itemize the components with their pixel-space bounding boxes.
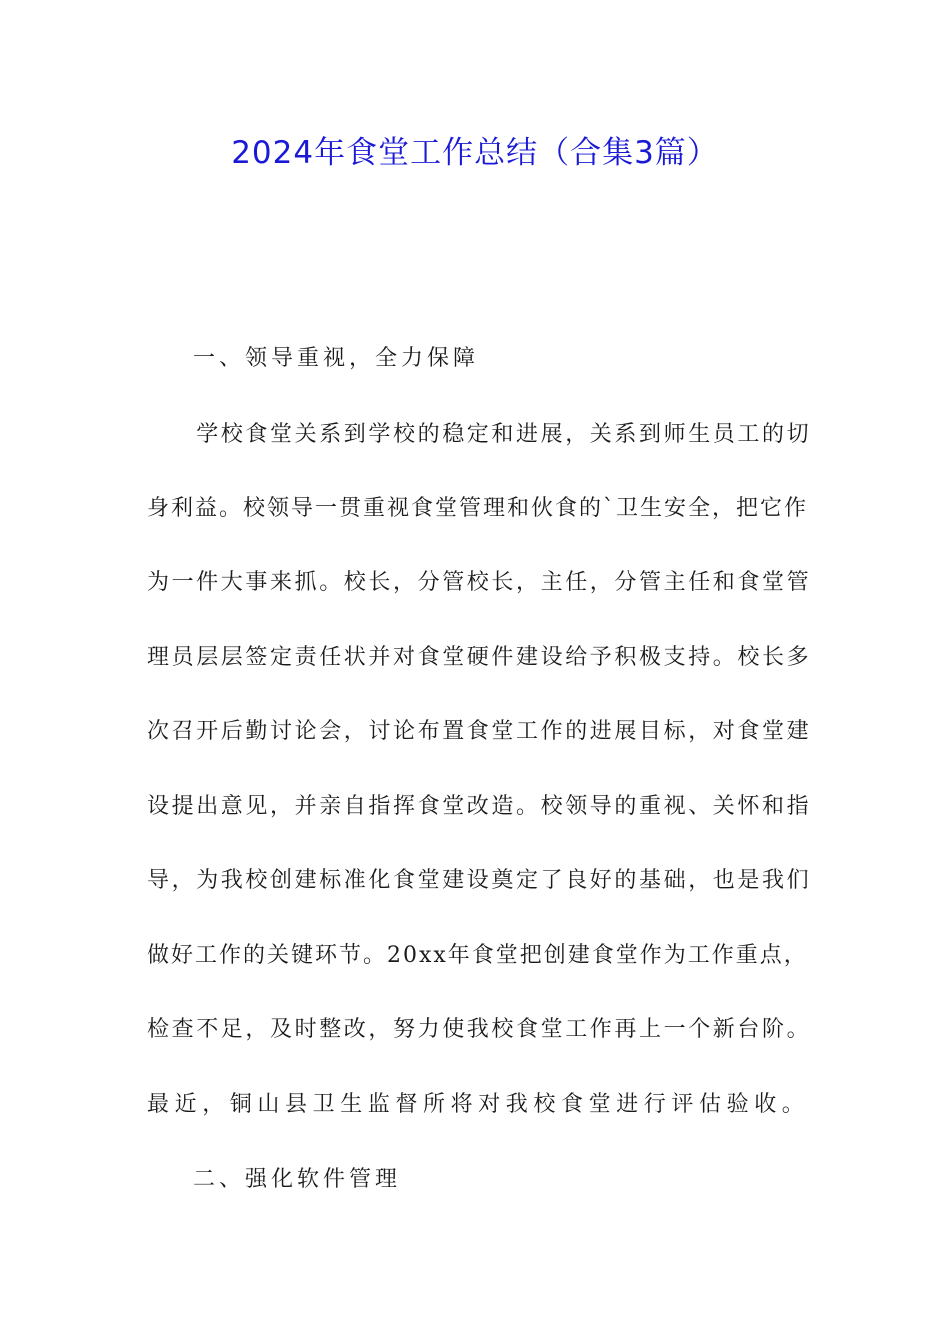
- paragraph-line-8: 做好工作的关键环节。20xx年食堂把创建食堂作为工作重点，: [147, 943, 808, 968]
- paragraph-line-1: 学校食堂关系到学校的稳定和进展，关系到师生员工的切: [147, 422, 812, 447]
- paragraph-line-7: 导，为我校创建标准化食堂建设奠定了良好的基础，也是我们: [147, 868, 812, 893]
- paragraph-line-6: 设提出意见，并亲自指挥食堂改造。校领导的重视、关怀和指: [147, 794, 812, 819]
- paragraph-line-2: 身利益。校领导一贯重视食堂管理和伙食的`卫生安全，把它作: [147, 496, 809, 521]
- document-title: 2024年食堂工作总结（合集3篇）: [231, 135, 719, 171]
- paragraph-line-9: 检查不足，及时整改，努力使我校食堂工作再上一个新台阶。: [147, 1017, 812, 1042]
- paragraph-line-5: 次召开后勤讨论会，讨论布置食堂工作的进展目标，对食堂建: [147, 719, 812, 744]
- section-heading-1: 一、领导重视，全力保障: [193, 346, 480, 371]
- paragraph-line-3: 为一件大事来抓。校长，分管校长，主任，分管主任和食堂管: [147, 570, 812, 595]
- section-heading-2: 二、强化软件管理: [193, 1167, 402, 1192]
- paragraph-line-10: 最近，铜山县卫生监督所将对我校食堂进行评估验收。: [147, 1092, 810, 1117]
- paragraph-line-4: 理员层层签定责任状并对食堂硬件建设给予积极支持。校长多: [147, 645, 812, 670]
